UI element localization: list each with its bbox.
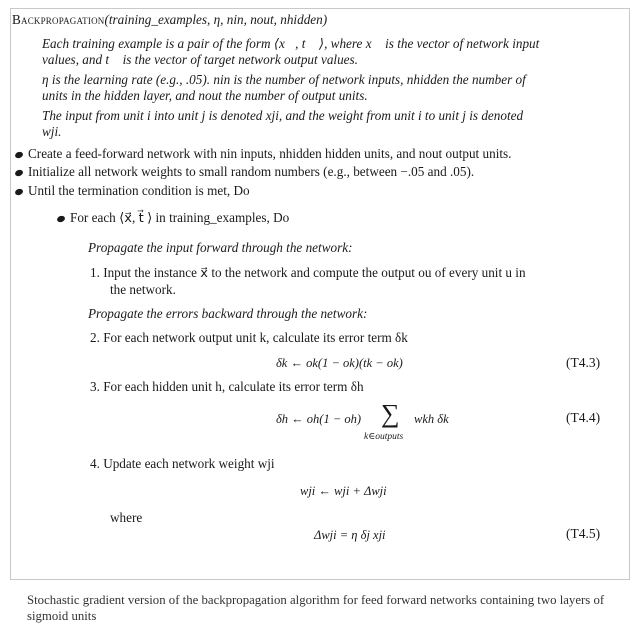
sigma-symbol: ∑ (381, 399, 400, 428)
title-text: Backpropagation (12, 12, 105, 27)
algorithm-title (12, 12, 327, 28)
tag-t4-3: (T4.3) (566, 355, 601, 370)
where-label: where (110, 510, 143, 525)
intro-line-6: wji. (42, 124, 62, 139)
step-initialize: Initialize all network weights to small random numbers (e.g., between −.05 and .05). (28, 164, 475, 179)
tag-t4-5: (T4.5) (566, 526, 601, 541)
equation-t4-4-right: wkh δk (414, 412, 449, 426)
intro-line-5: The input from unit i into unit j is denoted xji, and the weight from unit i to unit j is denoted (42, 108, 524, 123)
equation-t4-4-sub: k∈outputs (364, 432, 404, 442)
step-1-line-2: the network. (110, 282, 176, 297)
step-until: Until the termination condition is met, Do (28, 183, 250, 198)
equation-t4-4-left: δh ← oh(1 − oh) (276, 412, 362, 426)
intro-line-3: η is the learning rate (e.g., .05). nin is the number of network inputs, nhidden the number of (42, 72, 526, 87)
equation-t4-5: Δwji = η δj xji (314, 528, 386, 542)
step-2: 2. For each network output unit k, calculate its error term δk (90, 330, 408, 345)
intro-line-4: units in the hidden layer, and nout the number of output units. (42, 88, 368, 103)
tag-t4-4: (T4.4) (566, 410, 601, 425)
figure-caption: Stochastic gradient version of the backpropagation algorithm for feed forward networks containing two layers of sigmoid units (27, 593, 605, 623)
intro-line-1: Each training example is a pair of the form ⟨x⃗, t⃗ ⟩, where x⃗ is the vector of network input (42, 36, 540, 51)
step-1-line-1: 1. Input the instance x⃗ to the network and compute the output ou of every unit u in (90, 265, 526, 280)
equation-t4-3: δk ← ok(1 − ok)(tk − ok) (276, 356, 403, 370)
for-each-line: For each ⟨x⃗, t⃗ ⟩ in training_examples, Do (70, 210, 290, 225)
forward-heading: Propagate the input forward through the network: (88, 240, 353, 255)
step-create: Create a feed-forward network with nin inputs, nhidden hidden units, and nout output units. (28, 146, 512, 161)
intro-line-2: values, and t⃗ is the vector of target network output values. (42, 52, 358, 67)
title-params: (training_examples, η, nin, nout, nhidden) (104, 12, 328, 27)
backward-heading: Propagate the errors backward through the network: (88, 306, 368, 321)
step-3: 3. For each hidden unit h, calculate its error term δh (90, 379, 364, 394)
equation-update: wji ← wji + Δwji (300, 484, 387, 498)
step-4: 4. Update each network weight wji (90, 456, 275, 471)
